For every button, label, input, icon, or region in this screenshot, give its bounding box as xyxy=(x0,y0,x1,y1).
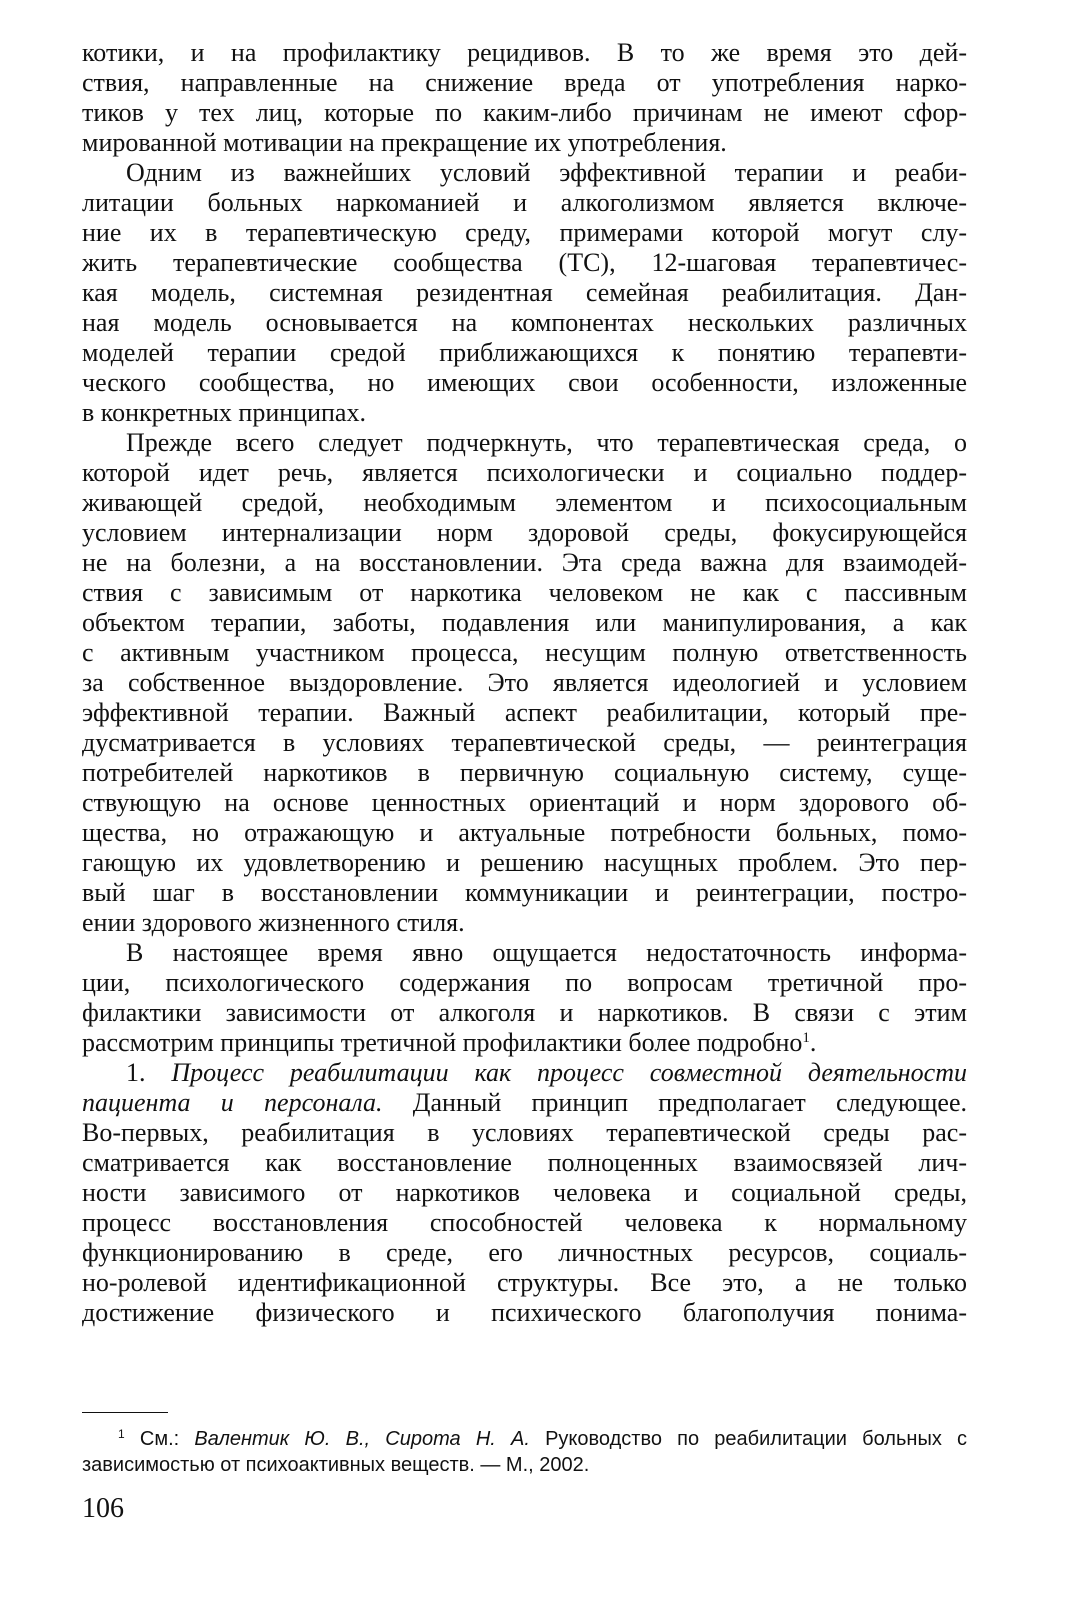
text-line: достижение физического и психического благополучия понима- xyxy=(82,1298,967,1327)
text-line: ности зависимого от наркотиков человека и социальной среды, xyxy=(82,1178,967,1207)
text-line: тиков у тех лиц, которые по каким-либо причинам не имеют сфор- xyxy=(82,98,967,127)
principle-heading-cont: пациента и персонала. xyxy=(82,1088,383,1117)
list-number: 1. xyxy=(126,1058,146,1087)
page-number: 106 xyxy=(82,1493,124,1524)
text-line: ении здорового жизненного стиля. xyxy=(82,908,465,937)
text-line: в конкретных принципах. xyxy=(82,398,366,427)
footnote-reference[interactable]: 1 xyxy=(802,1030,810,1046)
text-line: филактики зависимости от алкоголя и наркотиков. В связи с этим xyxy=(82,998,967,1027)
footnote-line xyxy=(82,1426,967,1452)
text-line: ческого сообщества, но имеющих свои особенности, изложенные xyxy=(82,368,967,397)
text-line: потребителей наркотиков в первичную социальную систему, суще- xyxy=(82,758,967,787)
text-line: котики, и на профилактику рецидивов. В то же время это дей- xyxy=(82,38,967,67)
text-line: ствия с зависимым от наркотика человеком не как с пассивным xyxy=(82,578,967,607)
text-line: объектом терапии, заботы, подавления или манипулирования, а как xyxy=(82,608,967,637)
text-line-content: рассмотрим принципы третичной профилактики более подробно xyxy=(82,1028,803,1057)
text-line xyxy=(82,1088,967,1118)
text-line: условием интернализации норм здоровой среды, фокусирующейся xyxy=(82,518,967,547)
text-line: Одним из важнейших условий эффективной терапии и реаби- xyxy=(126,158,967,187)
text-line: процесс восстановления способностей человека к нормальному xyxy=(82,1208,967,1237)
text-line: ние их в терапевтическую среду, примерами которой могут слу- xyxy=(82,218,967,247)
text-line: моделей терапии средой приближающихся к понятию терапевти- xyxy=(82,338,967,367)
text-line: ствующую на основе ценностных ориентаций и норм здорового об- xyxy=(82,788,967,817)
text-line: которой идет речь, является психологически и социально поддер- xyxy=(82,458,967,487)
paragraph xyxy=(82,38,967,158)
footnote-line: зависимостью от психоактивных веществ. — М., 2002. xyxy=(82,1454,590,1476)
paragraph xyxy=(82,158,967,428)
text-line: дусматривается в условиях терапевтической среды, — реинтеграция xyxy=(82,728,967,757)
text-line: кая модель, системная резидентная семейная реабилитация. Дан- xyxy=(82,278,967,307)
text-line: сматривается как восстановление полноценных взаимосвязей лич- xyxy=(82,1148,967,1177)
text-line-content: Данный принцип предполагает следующее. xyxy=(382,1088,967,1117)
text-line: гающую их удовлетворению и решению насущных проблем. Это пер- xyxy=(82,848,967,877)
text-line: ции, психологического содержания по вопросам третичной про- xyxy=(82,968,967,997)
text-line: ствия, направленные на снижение вреда от употребления нарко- xyxy=(82,68,967,97)
main-text xyxy=(82,38,967,1328)
text-line: ная модель основывается на компонентах нескольких различных xyxy=(82,308,967,337)
footnote-divider xyxy=(82,1412,168,1413)
text-line: функционированию в среде, его личностных ресурсов, социаль- xyxy=(82,1238,967,1267)
text-line: жить терапевтические сообщества (ТС), 12-шаговая терапевтичес- xyxy=(82,248,967,277)
footnote xyxy=(82,1426,967,1478)
footnote-authors: Валентик Ю. В., Сирота Н. А. xyxy=(194,1428,530,1450)
text-line: живающей средой, необходимым элементом и психосоциальным xyxy=(82,488,967,517)
text-line: не на болезни, а на восстановлении. Эта среда важна для взаимодей- xyxy=(82,548,967,577)
footnote-prefix: См.: xyxy=(124,1428,195,1450)
paragraph xyxy=(82,428,967,938)
footnote-text: Руководство по реабилитации больных с xyxy=(529,1428,967,1450)
text-line: рассмотрим принципы третичной профилактики более подробно$^1$. xyxy=(82,1028,817,1057)
text-line xyxy=(82,1058,967,1088)
text-line: Прежде всего следует подчеркнуть, что терапевтическая среда, о xyxy=(126,428,967,457)
text-line: литации больных наркоманией и алкоголизмом является включе- xyxy=(82,188,967,217)
text-line: за собственное выздоровление. Это является идеологией и условием xyxy=(82,668,967,697)
text-line: эффективной терапии. Важный аспект реабилитации, который пре- xyxy=(82,698,967,727)
paragraph xyxy=(82,1058,967,1328)
text-line: Во-первых, реабилитация в условиях терапевтической среды рас- xyxy=(82,1118,967,1147)
text-line: В настоящее время явно ощущается недостаточность информа- xyxy=(126,938,967,967)
text-line: с активным участником процесса, несущим полную ответственность xyxy=(82,638,967,667)
paragraph xyxy=(82,938,967,1058)
text-line: мированной мотивации на прекращение их употребления. xyxy=(82,128,727,157)
text-line: но-ролевой идентификационной структуры. Все это, а не только xyxy=(82,1268,967,1297)
footnote-marker: 1 xyxy=(118,1427,125,1441)
text-line: щества, но отражающую и актуальные потребности больных, помо- xyxy=(82,818,967,847)
text-line: вый шаг в восстановлении коммуникации и реинтеграции, постро- xyxy=(82,878,967,907)
principle-heading: Процесс реабилитации как процесс совместной деятельности xyxy=(171,1058,967,1087)
